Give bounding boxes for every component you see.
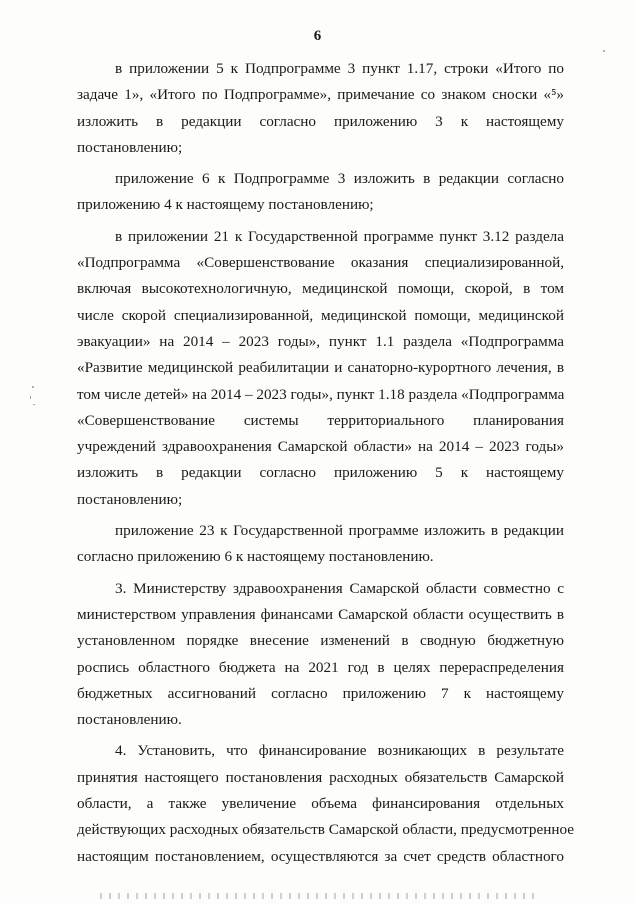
text-line: задаче 1», «Итого по Подпрограмме», примечание со знаком сноски «⁵» bbox=[77, 86, 564, 104]
text-line: бюджетных ассигнований согласно приложению 7 к настоящему bbox=[77, 684, 564, 702]
text-line: постановлению. bbox=[77, 711, 182, 729]
document-body bbox=[77, 56, 574, 870]
text-line: том числе детей» на 2014 – 2023 годы», пункт 1.18 раздела «Подпрограмма bbox=[77, 385, 565, 403]
text-line: в приложении 21 к Государственной программе пункт 3.12 раздела bbox=[115, 227, 564, 245]
text-line: 3. Министерству здравоохранения Самарской области совместно с bbox=[115, 579, 564, 597]
text-line: «Развитие медицинской реабилитации и санаторно-курортного лечения, в bbox=[77, 359, 564, 377]
text-line: приложение 6 к Подпрограмме 3 изложить в редакции согласно bbox=[115, 170, 564, 188]
text-line: действующих расходных обязательств Самарской области, предусмотренное bbox=[77, 821, 574, 839]
text-line: постановлению; bbox=[77, 138, 183, 156]
text-line: включая высокотехнологичную, медицинской помощи, скорой, в том bbox=[77, 280, 564, 298]
text-line: изложить в редакции согласно приложению 3 к настоящему bbox=[77, 112, 564, 130]
text-line: области, а также увеличение объема финансирования отдельных bbox=[77, 795, 564, 813]
scan-speck bbox=[32, 386, 34, 388]
text-line: постановлению; bbox=[77, 490, 183, 508]
text-line: учреждений здравоохранения Самарской области» на 2014 – 2023 годы» bbox=[77, 438, 564, 456]
scan-speck bbox=[33, 404, 35, 405]
text-line: изложить в редакции согласно приложению 5 к настоящему bbox=[77, 464, 564, 482]
page-number: 6 bbox=[313, 28, 322, 44]
scan-edge-noise bbox=[100, 893, 540, 899]
text-line: министерством управления финансами Самарской области осуществить в bbox=[77, 605, 564, 623]
text-line: принятия настоящего постановления расходных обязательств Самарской bbox=[77, 768, 564, 786]
text-line: в приложении 5 к Подпрограмме 3 пункт 1.17, строки «Итого по bbox=[115, 60, 564, 77]
text-line: «Совершенствование системы территориального планирования bbox=[77, 411, 564, 429]
text-line: числе скорой специализированной, медицинской помощи, медицинской bbox=[77, 306, 564, 324]
text-line: роспись областного бюджета на 2021 год в целях перераспределения bbox=[77, 658, 564, 676]
text-line: эвакуации» на 2014 – 2023 годы», пункт 1.1 раздела «Подпрограмма bbox=[77, 332, 564, 350]
text-line: «Подпрограмма «Совершенствование оказания специализированной, bbox=[77, 254, 564, 272]
text-line: приложение 23 к Государственной программе изложить в редакции bbox=[115, 522, 564, 540]
text-line: 4. Установить, что финансирование возникающих в результате bbox=[115, 742, 564, 760]
text-line: установленном порядке внесение изменений в сводную бюджетную bbox=[77, 632, 564, 650]
text-line: настоящим постановлением, осуществляются за счет средств областного bbox=[77, 847, 564, 865]
scan-speck bbox=[30, 396, 31, 399]
scan-speck bbox=[603, 50, 605, 52]
text-line: согласно приложению 6 к настоящему постановлению. bbox=[77, 548, 434, 566]
text-line: приложению 4 к настоящему постановлению; bbox=[77, 196, 374, 214]
